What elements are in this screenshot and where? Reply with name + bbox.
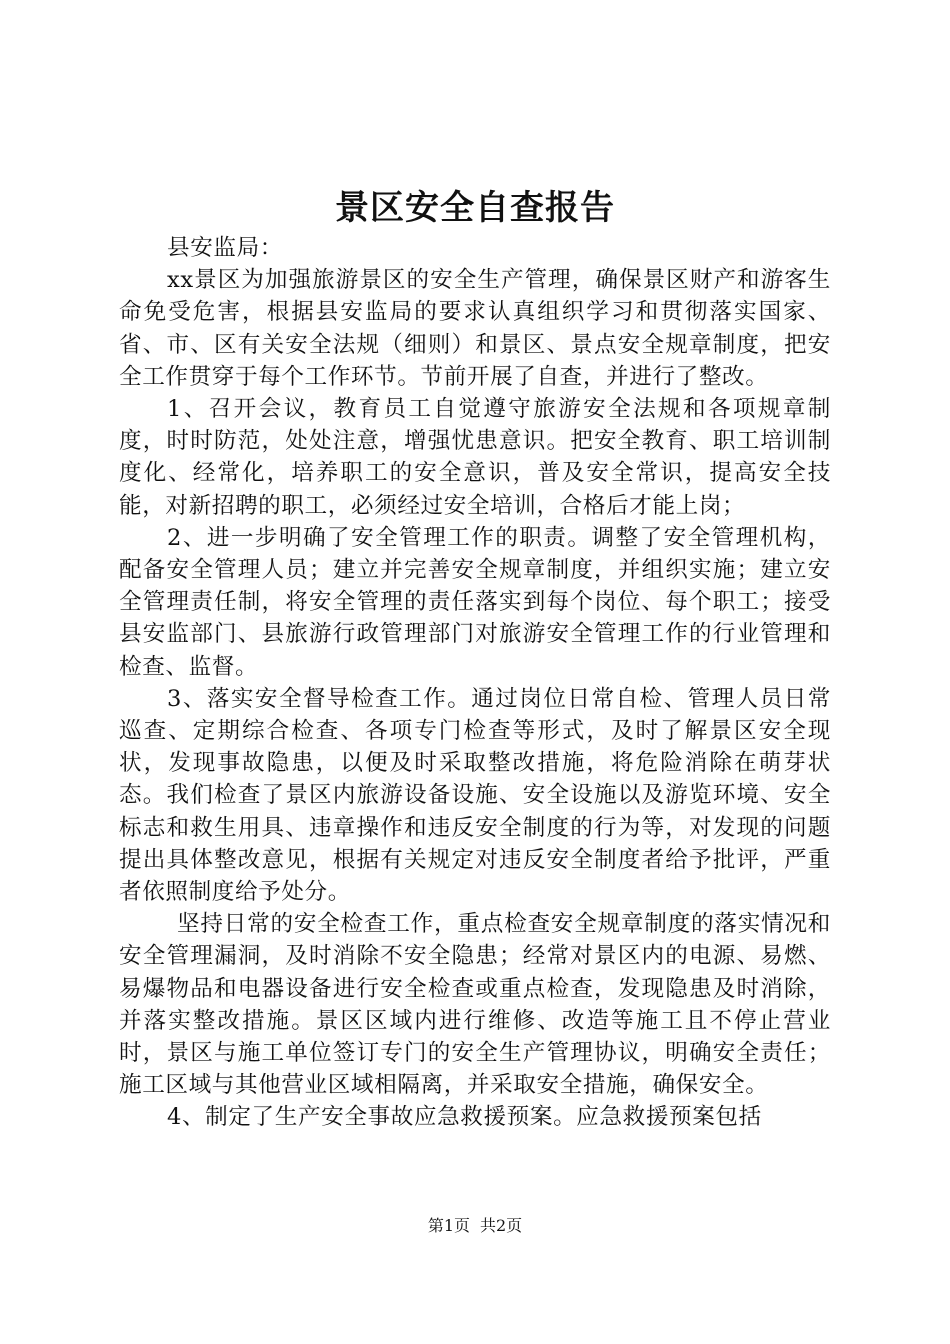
paragraph-intro: xx景区为加强旅游景区的安全生产管理，确保景区财产和游客生命免受危害，根据县安监局的要求认真组织学习和贯彻落实国家、省、市、区有关安全法规（细则）和景区、景点安全规章制度，把安全工作贯穿于每个工作环节。节前开展了自查，并进行了整改。 [119, 267, 831, 390]
paragraph-item-4: 4、制定了生产安全事故应急救援预案。应急救援预案包括 [167, 1104, 762, 1131]
page-number-total: 共2页 [480, 1216, 523, 1235]
paragraph-daily-inspection: 坚持日常的安全检查工作，重点检查安全规章制度的落实情况和安全管理漏洞，及时消除不安全隐患；经常对景区内的电源、易燃、易爆物品和电器设备进行安全检查或重点检查，发现隐患及时消除，并落实整改措施。景区区域内进行维修、改造等施工且不停止营业时，景区与施工单位签订专门的安全生产管理协议，明确安全责任；施工区域与其他营业区域相隔离，并采取安全措施，确保安全。 [119, 911, 831, 1099]
paragraph-item-3: 3、落实安全督导检查工作。通过岗位日常自检、管理人员日常巡查、定期综合检查、各项专门检查等形式，及时了解景区安全现状，发现事故隐患，以便及时采取整改措施，将危险消除在萌芽状态。我们检查了景区内旅游设备设施、安全设施以及游览环境、安全标志和救生用具、违章操作和违反安全制度的行为等，对发现的问题提出具体整改意见，根据有关规定对违反安全制度者给予批评，严重者依照制度给予处分。 [119, 685, 831, 906]
paragraph-item-1: 1、召开会议，教育员工自觉遵守旅游安全法规和各项规章制度，时时防范，处处注意，增强忧患意识。把安全教育、职工培训制度化、经常化，培养职工的安全意识，普及安全常识，提高安全技能，对新招聘的职工，必须经过安全培训，合格后才能上岗； [119, 396, 831, 519]
paragraph-item-2: 2、进一步明确了安全管理工作的职责。调整了安全管理机构，配备安全管理人员；建立并完善安全规章制度，并组织实施；建立安全管理责任制，将安全管理的责任落实到每个岗位、每个职工；接受县安监部门、县旅游行政管理部门对旅游安全管理工作的行业管理和检查、监督。 [119, 524, 831, 680]
document-title: 景区安全自查报告 [335, 188, 615, 228]
page-footer [0, 1216, 950, 1236]
page-number-current: 第1页 [427, 1216, 470, 1235]
salutation: 县安监局： [167, 235, 283, 261]
document-body [119, 232, 831, 1134]
